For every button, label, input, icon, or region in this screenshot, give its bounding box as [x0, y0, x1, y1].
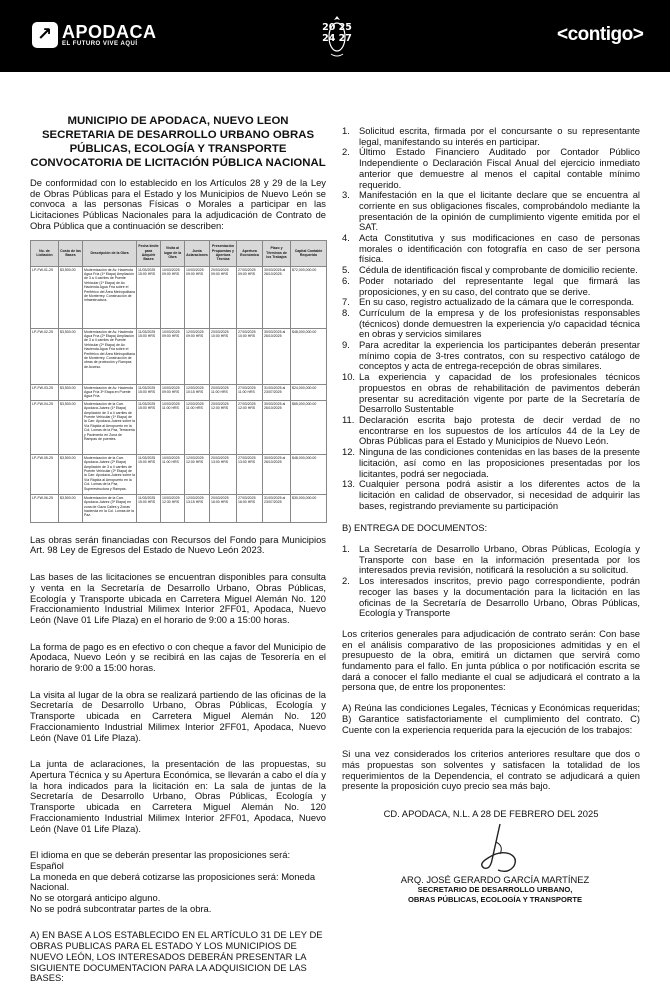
list-item: 2. Los interesados inscritos, previo pago correspondiente, podrán recoger las bases y la documentación para la licitación en las oficinas de la Secretaría de Desarrollo Urbano, Obras Públicas, Ecología y Transporte [342, 575, 640, 619]
table-cell: 10/03/2025 09:00 HRS [185, 266, 210, 328]
table-cell: 27/03/2025 13:00 HRS [237, 454, 263, 494]
apodaca-mark-icon: ↗ [32, 22, 58, 48]
table-cell: 10/03/2025 11:00 HRS [161, 454, 185, 494]
title-line-3: PÚBLICAS, ECOLOGÍA Y TRANSPORTE [69, 143, 287, 155]
table-row [31, 266, 327, 328]
table-header: Junta Aclaraciones [185, 240, 210, 266]
table-cell: 11/03/2025 15:00 HRS [137, 328, 161, 384]
table-cell: LP-FW-04-25 [31, 400, 59, 454]
payment-paragraph: La forma de pago es en efectivo o con cheque a favor del Municipio de Apodaca, Nuevo León y se recibirá en las cajas de Tesorería en el horario de 9:00 a 15:00 horas. [30, 640, 326, 674]
table-cell: 12/03/2025 12:00 HRS [185, 454, 210, 494]
table-cell: $48,000,000.00 [291, 454, 327, 494]
requirements-list [342, 126, 640, 511]
table-cell: 11/03/2025 15:00 HRS [137, 494, 161, 522]
table-cell: LP-FW-06-25 [31, 494, 59, 522]
table-cell: $3,500.00 [59, 494, 83, 522]
list-item: 1. Solicitud escrita, firmada por el concursante o su representante legal, manifestando su interés en participar. [342, 125, 640, 147]
table-cell: Modernización de la Carr. Apodaca-Juárez (1ª Etapa) Ampliación de 3 a 4 carriles de Puente Vehicular (1ª Etapa) de la Carr. Apodaca-Juárez sobre la Vía Rápida al Aeropuerto en la Col. Lomas de la Paz, Terraceria y Pavimento en Zona de Rampas de puentes. [83, 400, 137, 454]
table-row [31, 328, 327, 384]
table-header: Presentación Propuestas y Apertura Técnica [210, 240, 237, 266]
table-row [31, 384, 327, 400]
list-item: 10. La experiencia y capacidad de los profesionales técnicos propuestos en obras de rehabilitación de pavimentos deberán presentar su acreditación vigente por parte de la Secretaría de Desarrollo Sustentable [342, 371, 640, 415]
table-cell: LP-FW-03-25 [31, 384, 59, 400]
contigo-logo: <contigo> [557, 24, 644, 45]
table-cell: Modernización de la Carr. Apodaca-Juárez (2ª Etapa) Ampliación de 3 a 4 carriles de Puente Vehicular (2ª Etapa) de la Carr. Apodaca-Juárez sobre la Vía Rápida al Aeropuerto en la Col. Lomas de la Paz, Superestructura y Rampas. [83, 454, 137, 494]
signer-role-2: OBRAS PÚBLICAS, ECOLOGÍA Y TRANSPORTE [407, 894, 583, 904]
signer-role-1: SECRETARIO DE DESARROLLO URBANO, [417, 885, 573, 894]
table-cell: 20/03/2025 12:00 HRS [210, 400, 237, 454]
list-item: 2. Último Estado Financiero Auditado por Contador Público Independiente o Declaración Fiscal Anual del ejercicio inmediato anterior que demuestre al menos el capital contable mínimo requerido. [342, 146, 640, 190]
table-cell: 10/03/2025 09:00 HRS [161, 266, 185, 328]
table-cell: $24,000,000.00 [291, 384, 327, 400]
table-header: Capital Contable Requerido [291, 240, 327, 266]
table-cell: 20/03/2025 13:00 HRS [210, 454, 237, 494]
table-cell: 27/03/2025 11:00 HRS [237, 384, 263, 400]
table-cell: 12/03/2025 13:15 HRS [185, 494, 210, 522]
section-b-title: B) ENTREGA DE DOCUMENTOS: [342, 522, 488, 534]
table-cell: $3,500.00 [59, 400, 83, 454]
table-cell: 11/03/2025 15:00 HRS [137, 400, 161, 454]
table-cell: 31/03/2025 al 23/07/2025 [263, 384, 291, 400]
table-cell: 30/03/2025 al 26/10/2025 [263, 266, 291, 328]
table-cell: 12/03/2025 10:15 HRS [185, 384, 210, 400]
list-item: 5. Cédula de identificación fiscal y comprobante de domicilio reciente. [342, 264, 638, 276]
title-line-2: SECRETARIA DE DESARROLLO URBANO OBRAS [41, 129, 315, 141]
intro-paragraph: De conformidad con lo establecido en los Artículos 28 y 29 de la Ley de Obras Públicas para el Estado y los Municipios de Nuevo León se convoca a las personas Físicas o Morales a participar en las Licitaciones Públicas Nacionales para la adjudicación de Contrato de Obra Pública que a continuación se describen: [30, 177, 326, 231]
table-header: Costo de las Bases [59, 240, 83, 266]
table-cell: 20/03/2025 16:00 HRS [210, 494, 237, 522]
table-header: Descripción de la Obra [83, 240, 137, 266]
table-cell: $65,000,000.00 [291, 400, 327, 454]
header-bar [0, 0, 670, 72]
table-cell: 20/03/2025 10:00 HRS [210, 328, 237, 384]
criteria-paragraph: Los criterios generales para adjudicación de contrato serán: Con base en el análisis comparativo de las proposiciones admitidas y en el presupuesto de la obra, emitirá un dictamen que servirá como fundamento para el fallo. En junta pública o por notificación escrita se dará a conocer el fallo mediante el cual se adjudicará el contrato a la persona que, de entre los proponentes: [342, 627, 640, 693]
list-item: 3. Manifestación en la que el licitante declare que se encuentra al corriente en sus obligaciones fiscales, comprobándolo mediante la presentación de la opinión de cumplimiento vigente emitida por el SAT. [342, 189, 640, 233]
seal-years-bottom: 24 27 [322, 33, 352, 44]
list-item: 4. Acta Constitutiva y sus modificaciones en caso de personas morales o identificación con fotografía en caso de ser persona física. [342, 232, 640, 265]
table-row [31, 454, 327, 494]
table-cell: 27/03/2025 12:00 HRS [237, 400, 263, 454]
apodaca-tagline: EL FUTURO VIVE AQUÍ [62, 41, 138, 47]
table-cell: LP-FW-02-25 [31, 328, 59, 384]
closing-paragraph: Si una vez considerados los criterios anteriores resultare que dos o más propuestas son solventes y satisfacen la totalidad de los requerimientos de la Dependencia, el contrato se adjudicará a quien presente la proposición cuyo precio sea más bajo. [342, 748, 640, 792]
apodaca-logo [32, 22, 157, 48]
bases-paragraph: Las bases de las licitaciones se encuentran disponibles para consulta y venta en la Secretaría de Desarrollo Urbano, Obras Públicas, Ecología y Transporte ubicada en Carretera Miguel Alemán No. 120 Fraccionamiento Industrial Milimex Interior 2FF01, Apodaca, Nuevo León (Nave 01 Life Plaza) en el horario de 9:00 a 15:00 horas. [30, 571, 326, 625]
table-cell: 27/03/2025 16:00 HRS [237, 494, 263, 522]
notice-title [30, 114, 326, 170]
list-item: 1. La Secretaría de Desarrollo Urbano, Obras Públicas, Ecología y Transporte con base en la información presentada por los interesados previa revisión, notificará la resolución a su solicitud. [342, 543, 640, 576]
table-row [31, 494, 327, 522]
list-item: 9. Para acreditar la experiencia los participantes deberán presentar mínimo copia de 3-tres contratos, con su respectivo catálogo de conceptos y acta de entrega-recepción de obras similares. [342, 339, 640, 372]
delivery-list [342, 544, 640, 619]
table-cell: 31/03/2025 al 23/07/2025 [263, 494, 291, 522]
table-cell: Modernización de la Carr. Apodaca-Juárez (3ª Etapa) en zona de Gaza Calles y Zonas hacienda en la Col. Lomas de la Paz. [83, 494, 137, 522]
table-header: Plazo y Términos de los Trabajos [263, 240, 291, 266]
table-cell: 27/03/2025 10:00 HRS [237, 328, 263, 384]
list-item: 6. Poder notariado del representante legal que firmará las proposiciones, y en su caso, del contrato que se derive. [342, 274, 640, 297]
table-cell: 12/03/2025 11:00 HRS [185, 400, 210, 454]
table-cell: 30/03/2025 al 26/10/2025 [263, 454, 291, 494]
list-item: 7. En su caso, registro actualizado de la cámara que le corresponda. [342, 296, 635, 308]
table-cell: LP-FW-05-25 [31, 454, 59, 494]
section-a-paragraph: A) EN BASE A LOS ESTABLECIDO EN EL ARTÍCULO 31 DE LEY DE OBRAS PUBLICAS PARA EL ESTADO Y LOS MUNICIPIOS DE NUEVO LEÓN, LOS INTERESADOS DEBERÁN PRESENTAR LA SIGUIENTE DOCUMENTACION PARA LA ADQUISICION DE LAS BASES: [30, 929, 323, 984]
table-cell: $3,500.00 [59, 384, 83, 400]
seal-years-top: 20 25 [322, 22, 352, 33]
table-cell: Modernización de Av. Hacienda Agua Fría (1ª Etapa) Ampliación de 3 a 4 carriles de Puente Vehicular (1ª Etapa) de Av. Hacienda Agua Fría sobre el Periférico del Área Metropolitana de Monterrey. Construcción de infraestructura. [83, 266, 137, 328]
right-column [342, 126, 640, 819]
table-cell: $3,500.00 [59, 266, 83, 328]
signer-name: ARQ. JOSÉ GERARDO GARCÍA MARTÍNEZ [400, 874, 590, 885]
table-header: No. de Licitación [31, 240, 59, 266]
administration-seal [313, 14, 361, 60]
criteria-list: A) Reúna las condiciones Legales, Técnicas y Económicas requeridas; B) Garantice satisfactoriamente el cumplimiento del contrato. C) Cuente con la experiencia requerida para la ejecución de los trabajos: [342, 702, 640, 735]
table-cell: 27/03/2025 09:00 HRS [237, 266, 263, 328]
table-cell: 20/03/2025 09:00 HRS [210, 266, 237, 328]
table-cell: $3,500.00 [59, 454, 83, 494]
table-cell: $72,000,000.00 [291, 266, 327, 328]
signature-icon [470, 820, 530, 880]
list-item: 8. Currículum de la empresa y de los profesionistas responsables (técnicos) donde demuestren la experiencia y/o capacidad técnica en obras y servicios similares [342, 306, 640, 340]
table-cell: 10/03/2025 09:00 HRS [161, 384, 185, 400]
signature-block [380, 874, 610, 904]
table-cell: LP-FW-01-25 [31, 266, 59, 328]
table-cell: 10/03/2025 12:30 HRS [161, 494, 185, 522]
table-cell: $30,000,000.00 [291, 494, 327, 522]
meeting-paragraph: La junta de aclaraciones, la presentación de las propuestas, su Apertura Técnica y su Apertura Económica, se llevarán a cabo el día y la hora indicados para la licitación en: La sala de juntas de la Secretaría de Desarrollo Urbano, Obras Públicas, Ecología y Transporte ubicada en Carretera Miguel Alemán No. 120 Fraccionamiento Industrial Milimex Interior 2FF01, Apodaca, Nuevo León (Nave 01 Life Plaza). [30, 758, 326, 834]
table-cell: Modernización de Av. Hacienda Agua Fría (2ª Etapa) Ampliación de 3 a 4 carriles de Puente Vehicular (2ª Etapa) de Av. Hacienda Agua Fría sobre el Periférico del Área Metropolitana de Monterrey. Construcción de obras de protección y Rampas de Acceso. [83, 328, 137, 384]
table-cell: 11/03/2025 15:00 HRS [137, 384, 161, 400]
table-cell: $3,500.00 [59, 328, 83, 384]
table-cell: 12/03/2025 09:00 HRS [185, 328, 210, 384]
table-cell: 10/03/2025 09:00 HRS [161, 328, 185, 384]
table-cell: 11/03/2025 15:00 HRS [137, 266, 161, 328]
table-header: Visita al lugar de la Obra [161, 240, 185, 266]
date-line: CD. APODACA, N.L. A 28 DE FEBRERO DEL 2025 [383, 808, 599, 820]
table-cell: 30/03/2025 al 26/10/2025 [263, 328, 291, 384]
table-cell: 11/03/2025 15:00 HRS [137, 454, 161, 494]
table-cell: 30/03/2025 al 26/10/2025 [263, 400, 291, 454]
table-header: Apertura Económica [237, 240, 263, 266]
language-paragraph: El idioma en que se deberán presentar las proposiciones será: Español La moneda en que deberá cotizarse las proposiciones será: Moneda Nacional. No se otorgará anticipo alguno. No se podrá subcontratar partes de la obra. [30, 849, 316, 914]
table-cell: Modernización de Av. Hacienda Agua Fría 3ª Etapa en Puente Agua Fría. [83, 384, 137, 400]
title-line-4: CONVOCATORIA DE LICITACIÓN PÚBLICA NACIONAL [30, 157, 326, 169]
list-item: 13. Cualquier persona podrá asistir a los diferentes actos de la licitación en calidad de observador, si necesidad de adquirir las bases, registrando previamente su participación [342, 478, 640, 511]
list-item: 12. Ninguna de las condiciones contenidas en las bases de la presente licitación, así como en las proposiciones presentadas por los licitantes, podrá ser negociada. [342, 446, 640, 479]
table-row [31, 400, 327, 454]
list-item: 11. Declaración escrita bajo protesta de decir verdad de no encontrarse en los supuestos de los artículos 44 de la Ley de Obras Públicas para el Estado y Municipios de Nuevo León. [342, 413, 640, 447]
title-line-1: MUNICIPIO DE APODACA, NUEVO LEON [67, 115, 289, 127]
table-cell: $48,000,000.00 [291, 328, 327, 384]
apodaca-logo-text: APODACA [62, 22, 157, 42]
left-column [30, 114, 326, 984]
funding-paragraph: Las obras serán financiadas con Recursos del Fondo para Municipios Art. 98 Ley de Egresos del Estado de Nuevo León 2023. [30, 533, 326, 556]
table-header-row [31, 240, 327, 266]
table-cell: 10/03/2025 11:00 HRS [161, 400, 185, 454]
table-header: Fecha límite para Adquirir Bases [137, 240, 161, 266]
table-cell: 20/03/2025 11:00 HRS [210, 384, 237, 400]
site-visit-paragraph: La visita al lugar de la obra se realizará partiendo de las oficinas de la Secretaría de Desarrollo Urbano, Obras Públicas, Ecología y Transporte ubicada en Carretera Miguel Alemán No. 120 Fraccionamiento Industrial Milimex Interior 2FF01, Apodaca, Nuevo León (Nave 01 Life Plaza). [30, 688, 326, 743]
tenders-table [30, 240, 327, 523]
